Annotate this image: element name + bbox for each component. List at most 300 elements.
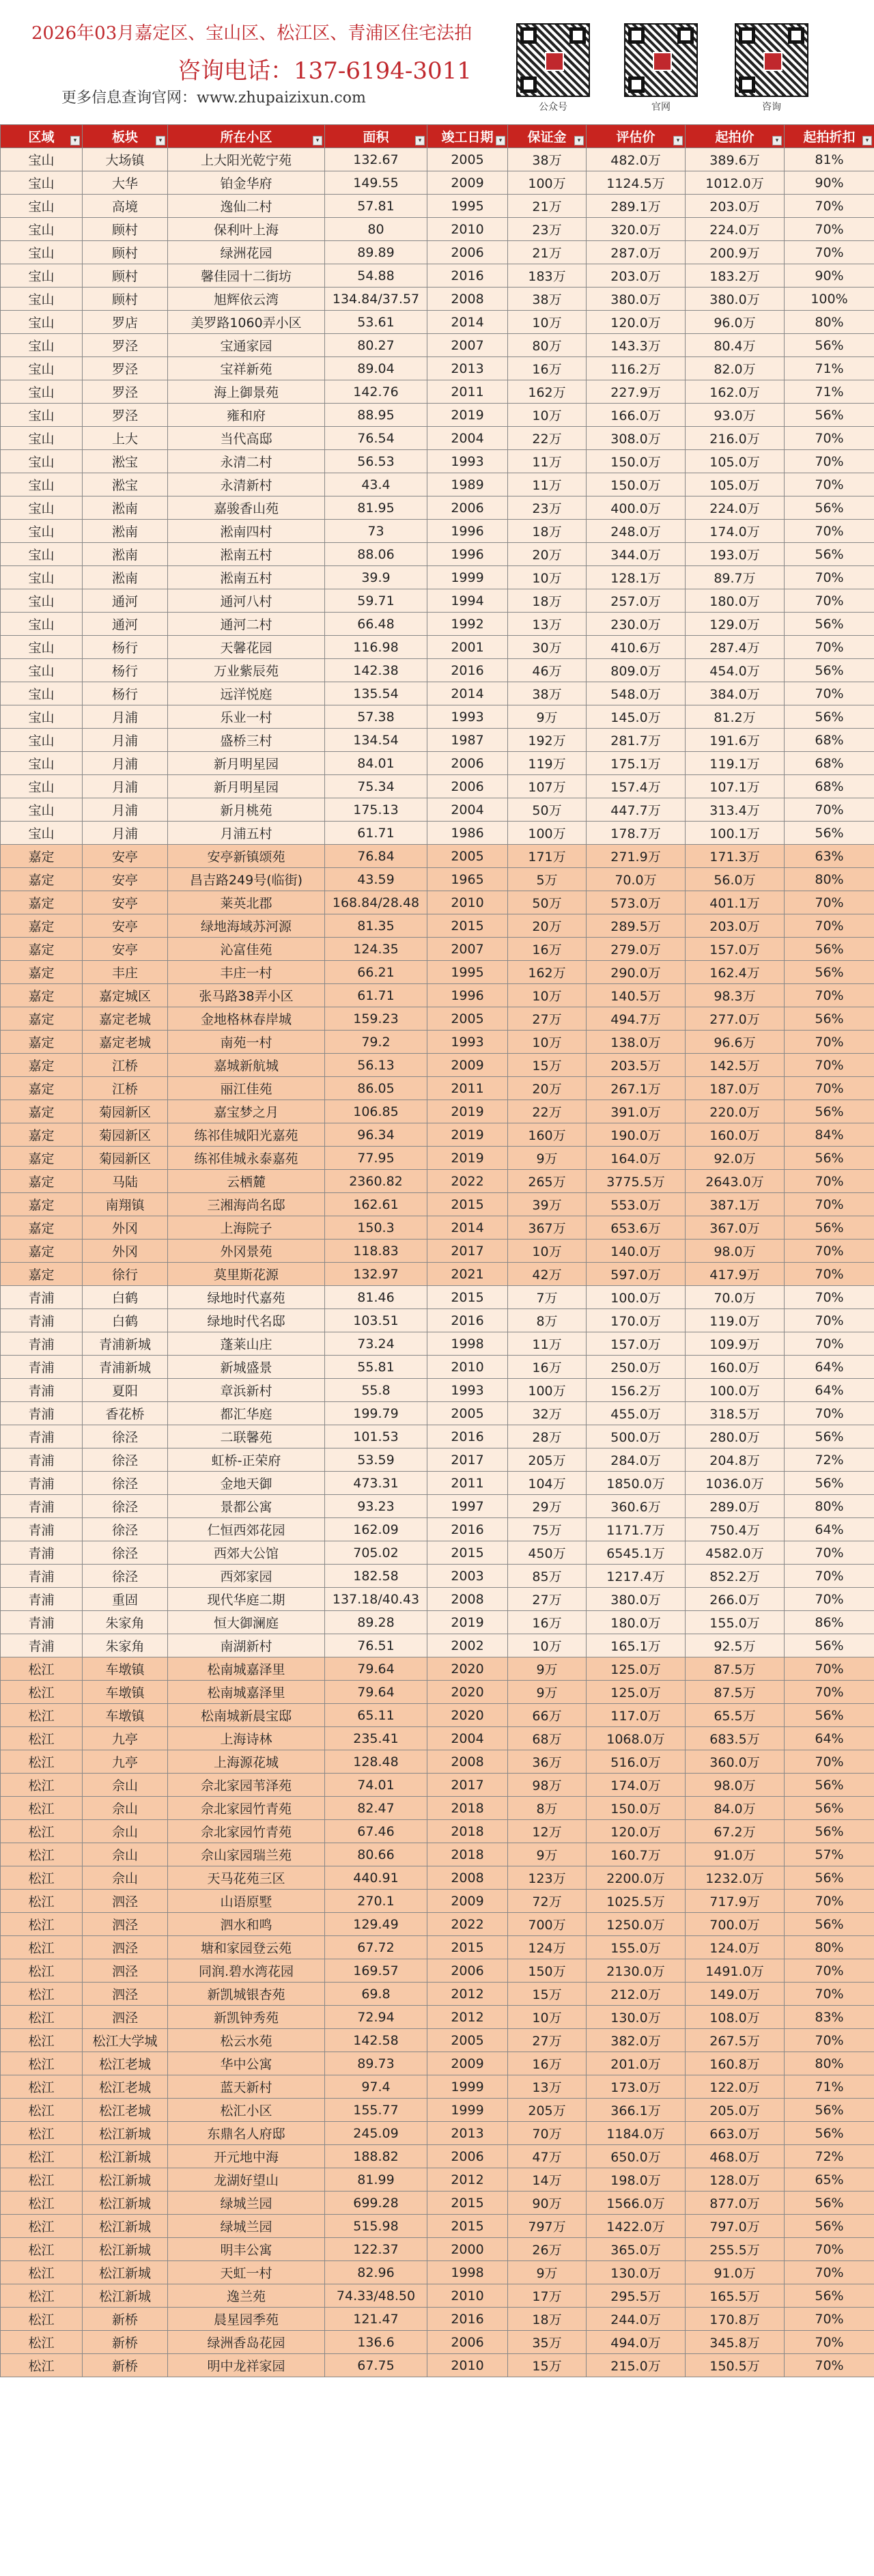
table-row [1,2029,874,2052]
cell-completion-date: 2000 [427,2238,508,2261]
table-row [1,1681,874,1704]
cell-appraisal: 125.0万 [587,1681,686,1704]
cell-area-block: 徐行 [83,1263,168,1286]
table-row [1,311,874,334]
cell-start-price: 267.5万 [686,2029,785,2052]
cell-start-price: 65.5万 [686,1704,785,1727]
cell-district: 宝山 [1,311,83,334]
table-row [1,613,874,636]
cell-discount: 70% [785,1077,874,1100]
cell-start-price: 162.0万 [686,380,785,404]
cell-completion-date: 2005 [427,1007,508,1031]
cell-district: 宝山 [1,705,83,729]
table-row [1,636,874,659]
cell-area-block: 徐泾 [83,1472,168,1495]
col-header-completion-date[interactable]: 竣工日期 ▾ [427,125,508,148]
cell-start-price: 224.0万 [686,218,785,241]
cell-start-price: 157.0万 [686,938,785,961]
cell-area-block: 顾村 [83,218,168,241]
table-row [1,1495,874,1518]
cell-start-price: 124.0万 [686,1936,785,1959]
filter-dropdown-icon: ▾ [772,136,782,145]
cell-appraisal: 281.7万 [587,729,686,752]
cell-appraisal: 150.0万 [587,1797,686,1820]
cell-appraisal: 548.0万 [587,682,686,705]
cell-discount: 70% [785,2029,874,2052]
cell-start-price: 122.0万 [686,2075,785,2099]
cell-start-price: 1012.0万 [686,171,785,195]
cell-deposit: 39万 [508,1193,587,1216]
cell-appraisal: 190.0万 [587,1123,686,1147]
table-row [1,2122,874,2145]
cell-floor-area: 69.8 [325,1983,427,2006]
cell-start-price: 92.0万 [686,1147,785,1170]
cell-floor-area: 515.98 [325,2215,427,2238]
cell-floor-area: 55.81 [325,1356,427,1379]
cell-floor-area: 169.57 [325,1959,427,1983]
cell-appraisal: 117.0万 [587,1704,686,1727]
cell-community: 景都公寓 [168,1495,325,1518]
cell-discount: 56% [785,822,874,845]
cell-deposit: 85万 [508,1565,587,1588]
cell-deposit: 123万 [508,1866,587,1890]
cell-deposit: 36万 [508,1750,587,1774]
cell-appraisal: 125.0万 [587,1657,686,1681]
cell-area-block: 淞南 [83,520,168,543]
cell-completion-date: 1994 [427,589,508,613]
cell-start-price: 750.4万 [686,1518,785,1541]
qr-website [623,23,699,113]
cell-start-price: 203.0万 [686,195,785,218]
table-row [1,264,874,288]
cell-deposit: 192万 [508,729,587,752]
cell-deposit: 72万 [508,1890,587,1913]
cell-completion-date: 2018 [427,1843,508,1866]
qr-code-icon [516,23,590,97]
cell-start-price: 389.6万 [686,148,785,171]
cell-start-price: 220.0万 [686,1100,785,1123]
cell-floor-area: 57.38 [325,705,427,729]
cell-discount: 63% [785,845,874,868]
table-row [1,1077,874,1100]
cell-community: 绿洲花园 [168,241,325,264]
cell-district: 青浦 [1,1634,83,1657]
cell-completion-date: 2012 [427,2006,508,2029]
cell-district: 宝山 [1,473,83,496]
table-row [1,566,874,589]
cell-community: 绿地海域苏河源 [168,914,325,938]
cell-district: 青浦 [1,1541,83,1565]
cell-floor-area: 93.23 [325,1495,427,1518]
cell-district: 松江 [1,1983,83,2006]
cell-discount: 64% [785,1518,874,1541]
cell-floor-area: 155.77 [325,2099,427,2122]
cell-community: 莫里斯花源 [168,1263,325,1286]
cell-appraisal: 244.0万 [587,2308,686,2331]
cell-completion-date: 2014 [427,311,508,334]
table-row [1,1797,874,1820]
cell-floor-area: 149.55 [325,171,427,195]
cell-area-block: 徐泾 [83,1565,168,1588]
cell-area-block: 松江新城 [83,2168,168,2192]
cell-floor-area: 67.72 [325,1936,427,1959]
cell-discount: 70% [785,1588,874,1611]
table-row [1,543,874,566]
cell-district: 青浦 [1,1332,83,1356]
cell-appraisal: 1025.5万 [587,1890,686,1913]
cell-district: 宝山 [1,659,83,682]
cell-district: 松江 [1,2006,83,2029]
table-row [1,1402,874,1425]
cell-deposit: 18万 [508,2308,587,2331]
cell-deposit: 70万 [508,2122,587,2145]
cell-discount: 56% [785,1472,874,1495]
cell-appraisal: 128.1万 [587,566,686,589]
col-header-deposit[interactable]: 保证金 ▾ [508,125,587,148]
cell-community: 保利叶上海 [168,218,325,241]
cell-completion-date: 2005 [427,2029,508,2052]
cell-area-block: 新桥 [83,2331,168,2354]
table-body [1,148,874,2377]
table-row [1,1541,874,1565]
cell-discount: 70% [785,1750,874,1774]
cell-district: 松江 [1,2308,83,2331]
cell-area-block: 徐泾 [83,1448,168,1472]
cell-discount: 70% [785,241,874,264]
cell-area-block: 重固 [83,1588,168,1611]
cell-completion-date: 2019 [427,1611,508,1634]
cell-district: 嘉定 [1,1123,83,1147]
cell-completion-date: 2016 [427,1425,508,1448]
cell-start-price: 96.0万 [686,311,785,334]
cell-appraisal: 180.0万 [587,1611,686,1634]
cell-discount: 56% [785,1797,874,1820]
col-header-start-price[interactable]: 起拍价 ▾ [686,125,785,148]
cell-deposit: 16万 [508,938,587,961]
cell-discount: 56% [785,1774,874,1797]
table-row [1,1750,874,1774]
cell-floor-area: 705.02 [325,1541,427,1565]
cell-district: 宝山 [1,682,83,705]
cell-floor-area: 43.59 [325,868,427,891]
cell-deposit: 20万 [508,914,587,938]
cell-district: 嘉定 [1,1263,83,1286]
cell-deposit: 205万 [508,2099,587,2122]
cell-community: 西郊大公馆 [168,1541,325,1565]
table-row [1,1448,874,1472]
table-row [1,682,874,705]
cell-floor-area: 65.11 [325,1704,427,1727]
cell-deposit: 162万 [508,380,587,404]
table-row [1,1820,874,1843]
cell-area-block: 通河 [83,589,168,613]
table-row [1,1472,874,1495]
table-row [1,1890,874,1913]
cell-community: 雍和府 [168,404,325,427]
cell-deposit: 15万 [508,1983,587,2006]
cell-area-block: 南翔镇 [83,1193,168,1216]
cell-district: 青浦 [1,1495,83,1518]
cell-district: 宝山 [1,218,83,241]
cell-deposit: 160万 [508,1123,587,1147]
table-row [1,2099,874,2122]
cell-area-block: 淞宝 [83,450,168,473]
cell-appraisal: 597.0万 [587,1263,686,1286]
cell-start-price: 2643.0万 [686,1170,785,1193]
cell-appraisal: 170.0万 [587,1309,686,1332]
cell-deposit: 100万 [508,822,587,845]
cell-deposit: 9万 [508,1657,587,1681]
cell-start-price: 205.0万 [686,2099,785,2122]
table-row [1,1216,874,1240]
cell-district: 嘉定 [1,938,83,961]
qr-label: 公众号 [539,102,567,113]
cell-appraisal: 553.0万 [587,1193,686,1216]
cell-start-price: 160.0万 [686,1356,785,1379]
cell-start-price: 183.2万 [686,264,785,288]
cell-community: 张马路38弄小区 [168,984,325,1007]
qr-code-icon [735,23,808,97]
cell-floor-area: 134.54 [325,729,427,752]
cell-floor-area: 67.46 [325,1820,427,1843]
table-row [1,1123,874,1147]
cell-community: 当代高邸 [168,427,325,450]
cell-area-block: 嘉定老城 [83,1007,168,1031]
table-row [1,2238,874,2261]
table-row [1,1913,874,1936]
col-header-community[interactable]: 所在小区 ▾ [168,125,325,148]
cell-district: 松江 [1,1913,83,1936]
cell-completion-date: 2019 [427,1147,508,1170]
cell-district: 松江 [1,1820,83,1843]
cell-district: 青浦 [1,1448,83,1472]
cell-discount: 57% [785,1843,874,1866]
cell-deposit: 27万 [508,1588,587,1611]
cell-discount: 56% [785,1866,874,1890]
cell-deposit: 119万 [508,752,587,775]
cell-deposit: 22万 [508,427,587,450]
cell-area-block: 菊园新区 [83,1100,168,1123]
cell-discount: 71% [785,380,874,404]
cell-area-block: 通河 [83,613,168,636]
cell-floor-area: 81.99 [325,2168,427,2192]
cell-district: 宝山 [1,729,83,752]
cell-start-price: 387.1万 [686,1193,785,1216]
cell-deposit: 124万 [508,1936,587,1959]
cell-floor-area: 440.91 [325,1866,427,1890]
cell-community: 丽江佳苑 [168,1077,325,1100]
cell-deposit: 9万 [508,705,587,729]
cell-community: 松汇小区 [168,2099,325,2122]
cell-floor-area: 473.31 [325,1472,427,1495]
cell-deposit: 10万 [508,2006,587,2029]
cell-appraisal: 1850.0万 [587,1472,686,1495]
cell-district: 宝山 [1,450,83,473]
cell-area-block: 松江新城 [83,2215,168,2238]
col-header-area-block[interactable]: 板块 ▾ [83,125,168,148]
cell-area-block: 大华 [83,171,168,195]
cell-appraisal: 1217.4万 [587,1565,686,1588]
col-header-discount[interactable]: 起拍折扣 ▾ [785,125,874,148]
cell-start-price: 89.7万 [686,566,785,589]
cell-community: 仁恒西郊花园 [168,1518,325,1541]
cell-floor-area: 54.88 [325,264,427,288]
cell-district: 松江 [1,2052,83,2075]
cell-start-price: 193.0万 [686,543,785,566]
cell-discount: 56% [785,1147,874,1170]
cell-community: 泗水和鸣 [168,1913,325,1936]
cell-community: 蓝天新村 [168,2075,325,2099]
cell-district: 青浦 [1,1425,83,1448]
cell-district: 嘉定 [1,961,83,984]
cell-start-price: 150.5万 [686,2354,785,2377]
cell-district: 青浦 [1,1588,83,1611]
cell-appraisal: 400.0万 [587,496,686,520]
cell-floor-area: 79.64 [325,1657,427,1681]
table-row [1,2075,874,2099]
cell-start-price: 93.0万 [686,404,785,427]
cell-area-block: 徐泾 [83,1541,168,1565]
col-header-floor-area[interactable]: 面积 ▾ [325,125,427,148]
filter-dropdown-icon: ▾ [496,136,505,145]
cell-appraisal: 130.0万 [587,2006,686,2029]
cell-appraisal: 380.0万 [587,288,686,311]
cell-discount: 71% [785,2075,874,2099]
cell-start-price: 663.0万 [686,2122,785,2145]
cell-deposit: 29万 [508,1495,587,1518]
cell-completion-date: 2004 [427,427,508,450]
cell-area-block: 马陆 [83,1170,168,1193]
cell-deposit: 13万 [508,613,587,636]
table-row [1,1425,874,1448]
cell-deposit: 11万 [508,1332,587,1356]
cell-community: 佘北家园竹青苑 [168,1820,325,1843]
cell-start-price: 87.5万 [686,1681,785,1704]
cell-start-price: 852.2万 [686,1565,785,1588]
cell-appraisal: 227.9万 [587,380,686,404]
cell-deposit: 27万 [508,1007,587,1031]
cell-completion-date: 2015 [427,2192,508,2215]
cell-floor-area: 134.84/37.57 [325,288,427,311]
cell-discount: 70% [785,1309,874,1332]
cell-area-block: 白鹤 [83,1309,168,1332]
cell-district: 松江 [1,1797,83,1820]
table-row [1,1704,874,1727]
cell-start-price: 170.8万 [686,2308,785,2331]
cell-area-block: 菊园新区 [83,1147,168,1170]
table-row [1,938,874,961]
cell-completion-date: 2007 [427,938,508,961]
cell-discount: 70% [785,636,874,659]
cell-appraisal: 160.7万 [587,1843,686,1866]
cell-appraisal: 279.0万 [587,938,686,961]
cell-community: 嘉宝梦之月 [168,1100,325,1123]
cell-appraisal: 166.0万 [587,404,686,427]
col-header-district[interactable]: 区域 ▾ [1,125,83,148]
cell-community: 新城盛景 [168,1356,325,1379]
cell-start-price: 129.0万 [686,613,785,636]
cell-appraisal: 653.6万 [587,1216,686,1240]
cell-community: 金地格林春岸城 [168,1007,325,1031]
cell-discount: 70% [785,1959,874,1983]
cell-appraisal: 2130.0万 [587,1959,686,1983]
cell-discount: 56% [785,613,874,636]
cell-community: 外冈景苑 [168,1240,325,1263]
cell-deposit: 265万 [508,1170,587,1193]
cell-district: 宝山 [1,566,83,589]
cell-discount: 70% [785,1890,874,1913]
cell-completion-date: 2016 [427,1518,508,1541]
cell-start-price: 91.0万 [686,1843,785,1866]
cell-completion-date: 2009 [427,1054,508,1077]
cell-community: 三湘海尚名邸 [168,1193,325,1216]
cell-community: 松南城嘉泽里 [168,1657,325,1681]
cell-district: 宝山 [1,775,83,798]
cell-completion-date: 2006 [427,775,508,798]
cell-area-block: 月浦 [83,729,168,752]
cell-appraisal: 482.0万 [587,148,686,171]
cell-deposit: 18万 [508,520,587,543]
cell-completion-date: 2008 [427,1588,508,1611]
cell-discount: 70% [785,589,874,613]
cell-district: 宝山 [1,520,83,543]
cell-floor-area: 132.67 [325,148,427,171]
cell-area-block: 朱家角 [83,1611,168,1634]
table-row [1,2284,874,2308]
cell-discount: 84% [785,1123,874,1147]
cell-appraisal: 203.0万 [587,264,686,288]
cell-community: 逸兰苑 [168,2284,325,2308]
cell-start-price: 1036.0万 [686,1472,785,1495]
cell-community: 南湖新村 [168,1634,325,1657]
cell-area-block: 泗泾 [83,2006,168,2029]
cell-appraisal: 156.2万 [587,1379,686,1402]
cell-appraisal: 366.1万 [587,2099,686,2122]
cell-area-block: 新桥 [83,2354,168,2377]
cell-area-block: 松江新城 [83,2145,168,2168]
table-row [1,2331,874,2354]
cell-deposit: 5万 [508,868,587,891]
table-row [1,2052,874,2075]
cell-floor-area: 79.64 [325,1681,427,1704]
table-row [1,171,874,195]
cell-district: 宝山 [1,241,83,264]
cell-appraisal: 70.0万 [587,868,686,891]
cell-community: 通河二村 [168,613,325,636]
cell-area-block: 泗泾 [83,1913,168,1936]
cell-community: 二联馨苑 [168,1425,325,1448]
cell-discount: 56% [785,1820,874,1843]
cell-district: 宝山 [1,357,83,380]
cell-area-block: 朱家角 [83,1634,168,1657]
cell-deposit: 30万 [508,636,587,659]
cell-floor-area: 56.13 [325,1054,427,1077]
cell-community: 嘉城新航城 [168,1054,325,1077]
cell-appraisal: 308.0万 [587,427,686,450]
cell-floor-area: 162.09 [325,1518,427,1541]
cell-community: 新月桃苑 [168,798,325,822]
cell-community: 沁富佳苑 [168,938,325,961]
cell-area-block: 青浦新城 [83,1356,168,1379]
cell-community: 淞南四村 [168,520,325,543]
cell-area-block: 九亭 [83,1750,168,1774]
table-row [1,891,874,914]
cell-floor-area: 121.47 [325,2308,427,2331]
col-header-appraisal[interactable]: 评估价 ▾ [587,125,686,148]
cell-start-price: 70.0万 [686,1286,785,1309]
cell-area-block: 安亭 [83,891,168,914]
cell-floor-area: 129.49 [325,1913,427,1936]
